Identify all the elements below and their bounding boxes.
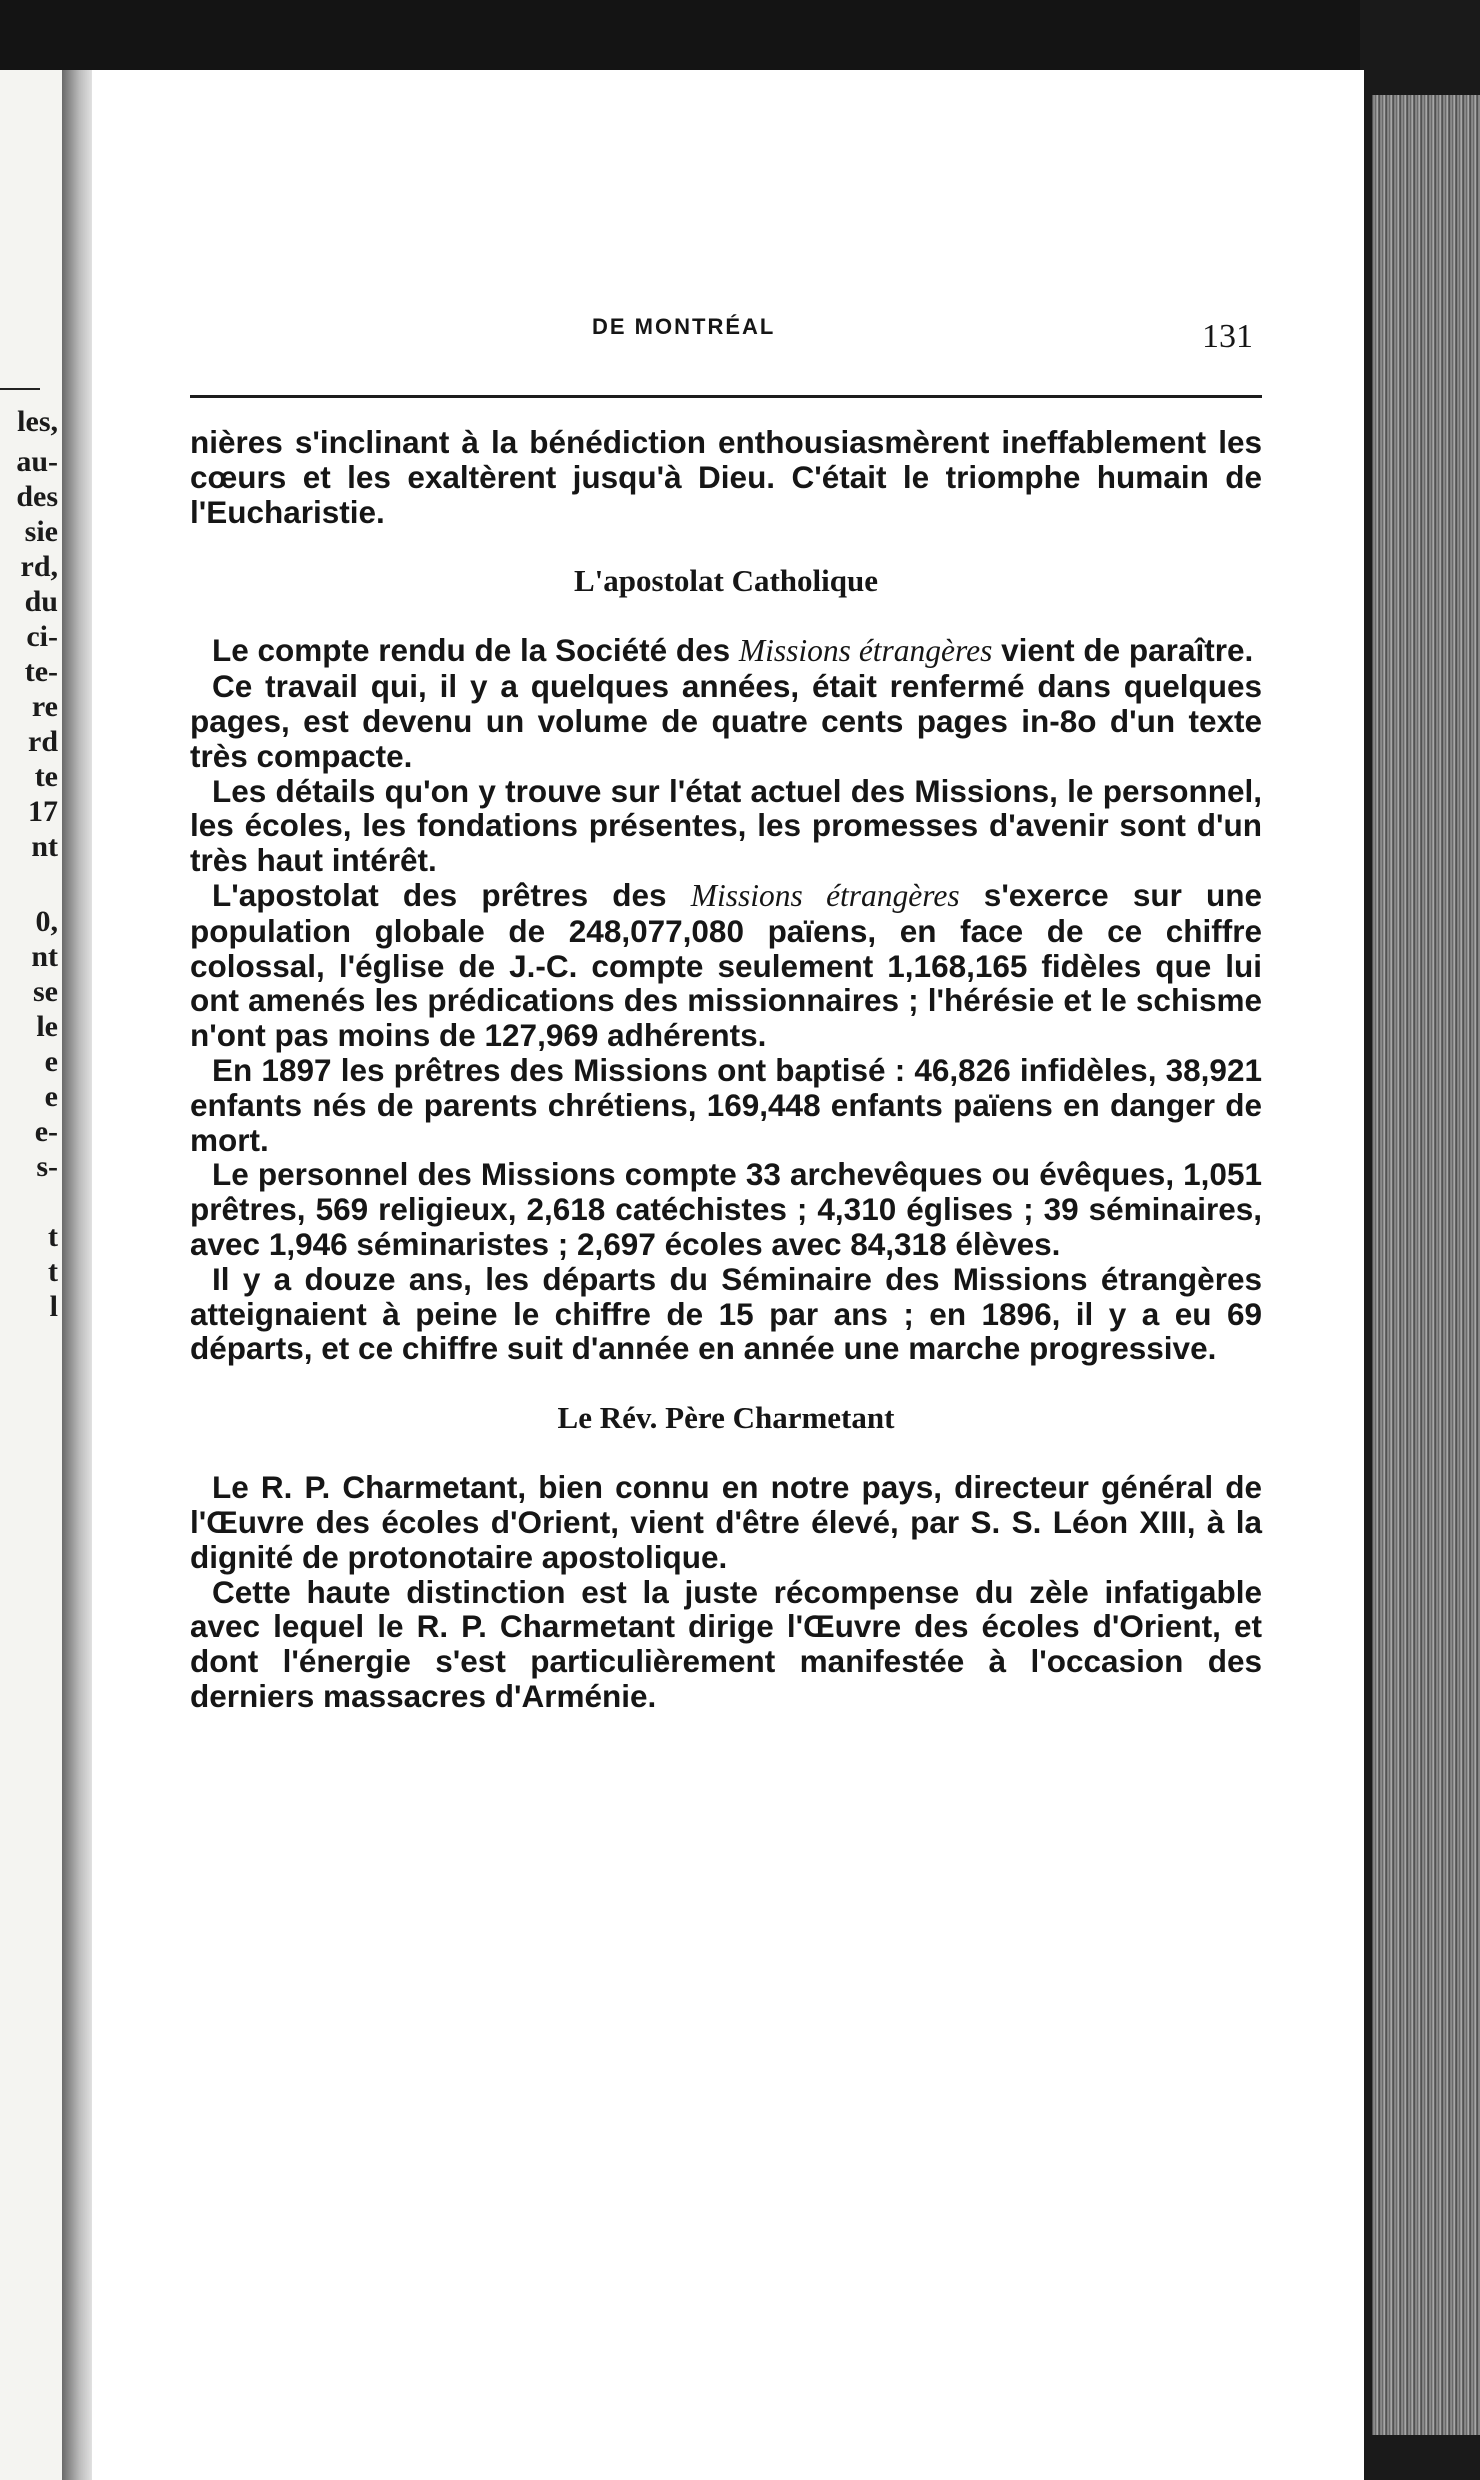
italic-text: Missions étrangères: [690, 877, 960, 913]
paragraph-text: Le compte rendu de la Société des: [212, 632, 731, 669]
running-header: DE MONTRÉAL: [592, 314, 776, 339]
section-heading-charmetant: Le Rév. Père Charmetant: [557, 1400, 895, 1436]
previous-page-rule: [0, 388, 40, 390]
scan-border-top: [0, 0, 1480, 70]
previous-page-fragment: t: [48, 1220, 58, 1253]
previous-page-fragment: ci-: [26, 620, 58, 653]
previous-page-fragment: rd: [28, 725, 58, 758]
paragraph: Ce travail qui, il y a quelques années, était renfermé dans quelques pages, est devenu un volume de quatre cents pages in-8o d'un texte très compacte.: [190, 668, 1262, 774]
previous-page-fragment: du: [24, 585, 58, 618]
paragraph-text: s'exerce sur une population globale de 248,077,080 païens, en face de ce chiffre colossal, l'église de J.-C. compte seulement 1,168,165 fidèles que lui ont amenés les prédications des missionnaires ; l'hérésie et le schisme n'ont pas moins de 127,969 adhérents.: [190, 876, 1262, 1054]
previous-page-fragment: te-: [24, 655, 58, 688]
previous-page-fragment: e: [44, 1045, 58, 1078]
text-column: [190, 425, 1262, 1714]
previous-page-strip: [0, 70, 62, 2480]
previous-page-fragment: t: [48, 1255, 58, 1288]
paragraph: Le R. P. Charmetant, bien connu en notre pays, directeur général de l'Œuvre des écoles d'Orient, vient d'être élevé, par S. S. Léon XIII, à la dignité de protonotaire apostolique.: [190, 1469, 1262, 1575]
previous-page-fragment: 0,: [35, 905, 58, 938]
previous-page-fragment: e-: [34, 1115, 58, 1148]
previous-page-fragment: 17: [28, 795, 58, 828]
page-number: 131: [1202, 318, 1253, 355]
previous-page-fragment: nt: [31, 830, 58, 863]
book-page-edges: [1372, 95, 1480, 2435]
previous-page-fragment: rd,: [20, 550, 58, 583]
previous-page-fragment: des: [16, 480, 58, 513]
paragraph-text: vient de paraître.: [1001, 632, 1254, 669]
paragraph-text: L'apostolat des prêtres des: [212, 876, 667, 913]
paragraph: Il y a douze ans, les départs du Séminaire des Missions étrangères atteignaient à peine le chiffre de 15 par ans ; en 1896, il y a eu 69 départs, et ce chiffre suit d'année en année une marche progressive.: [190, 1260, 1262, 1367]
paragraph: [190, 633, 1262, 669]
previous-page-fragment: nt: [31, 940, 58, 973]
previous-page-fragment: au-: [16, 445, 58, 478]
intro-paragraph: nières s'inclinant à la bénédiction enthousiasmèrent ineffablement les cœurs et les exaltèrent jusqu'à Dieu. C'était le triomphe humain de l'Eucharistie.: [190, 424, 1262, 530]
previous-page-fragment: te: [34, 760, 58, 793]
previous-page-fragment: sie: [24, 515, 58, 548]
previous-page-fragment: e: [44, 1080, 58, 1113]
previous-page-fragment: l: [49, 1290, 58, 1323]
paragraph: [190, 878, 1262, 1053]
paragraph: En 1897 les prêtres des Missions ont baptisé : 46,826 infidèles, 38,921 enfants nés de parents chrétiens, 169,448 enfants païens en danger de mort.: [190, 1051, 1262, 1158]
previous-page-fragment: les,: [17, 405, 58, 438]
previous-page-fragment: se: [33, 975, 58, 1008]
italic-text: Missions étrangères: [738, 633, 993, 669]
paragraph: Le personnel des Missions compte 33 archevêques ou évêques, 1,051 prêtres, 569 religieux, 2,618 catéchistes ; 4,310 églises ; 39 séminaires, avec 1,946 séminaristes ; 2,697 écoles avec 84,318 élèves.: [190, 1156, 1262, 1262]
section-heading-apostolat: L'apostolat Catholique: [573, 563, 879, 599]
previous-page-fragment: le: [36, 1010, 58, 1043]
paragraph: Les détails qu'on y trouve sur l'état actuel des Missions, le personnel, les écoles, les fondations présentes, les promesses d'avenir sont d'un très haut intérêt.: [190, 772, 1262, 879]
paragraph: Cette haute distinction est la juste récompense du zèle infatigable avec lequel le R. P. Charmetant dirige l'Œuvre des écoles d'Orient, et dont l'énergie s'est particulièrement manifestée à l'occasion des derniers massacres d'Arménie.: [190, 1573, 1262, 1714]
header-rule: [190, 395, 1262, 398]
book-page: [92, 70, 1364, 2480]
previous-page-fragment: re: [31, 690, 58, 723]
previous-page-fragment: s-: [36, 1150, 58, 1183]
